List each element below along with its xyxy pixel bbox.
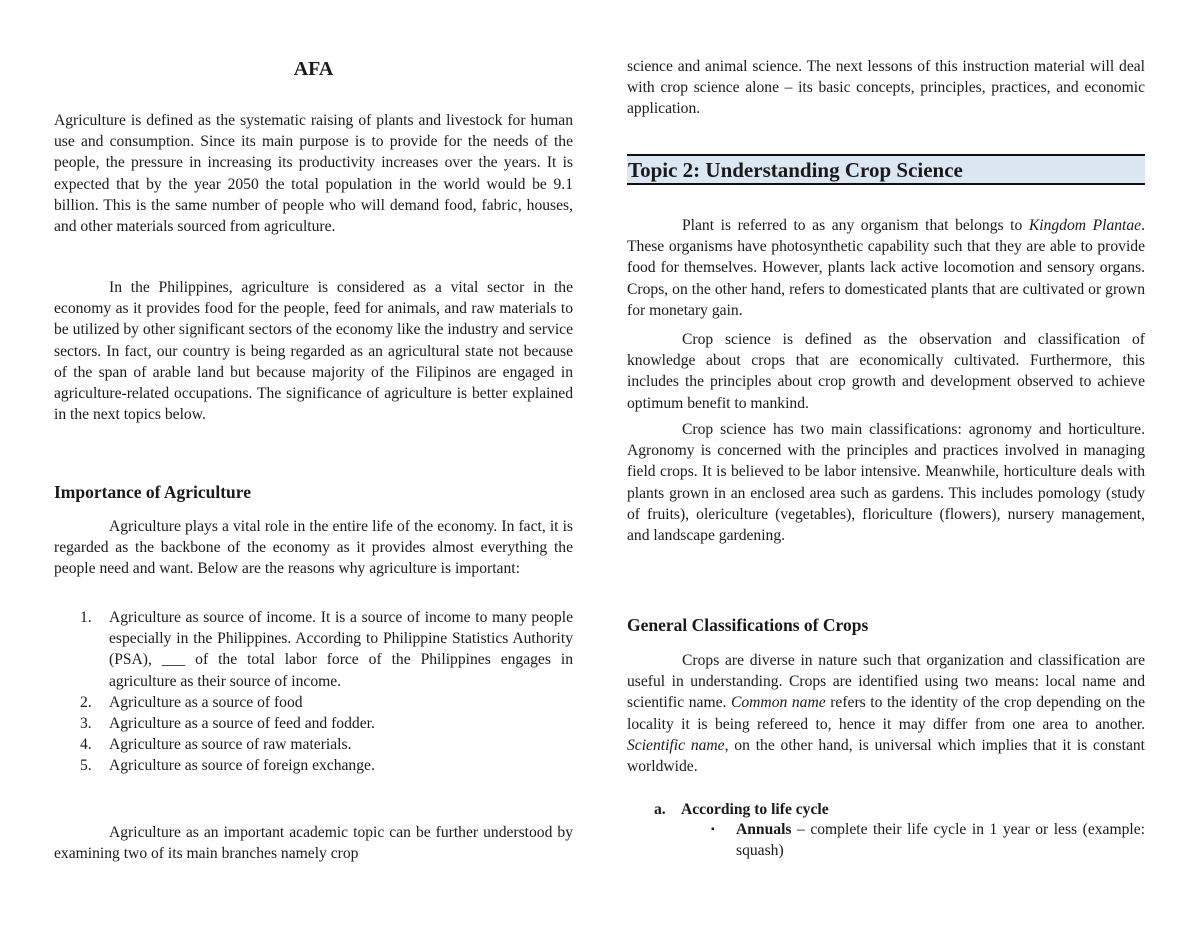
continued-paragraph: science and animal science. The next lessons of this instruction material will deal with crop science alone – its basic concepts, principles, practices, and economic application.	[627, 58, 1145, 118]
plant-paragraph: Plant is referred to as any organism that belongs to Kingdom Plantae. These organisms have photosynthetic capability such that they are able to provide food for themselves. However, plants lack active locomotion and sensory organs. Crops, on the other hand, refers to domesticated plants that are cultivated or grown for monetary gain.	[627, 217, 1145, 319]
branches-paragraph: Agriculture as an important academic topic can be further understood by examining two of its main branches namely crop	[54, 824, 573, 863]
document-title: AFA	[293, 58, 334, 80]
list-item: 5. Agriculture as source of foreign exchange.	[80, 757, 375, 775]
classifications-paragraph: Crop science has two main classifications: agronomy and horticulture. Agronomy is concerned with the principles and practices involved in managing field crops. It is believed to be labor intensive. Meanwhile, horticulture deals with plants grown in an enclosed area such as gardens. This includes pomology (study of fruits), olericulture (vegetables), floriculture (flowers), nursery management, and landscape gardening.	[627, 421, 1145, 545]
intro-paragraph: Agriculture is defined as the systematic raising of plants and livestock for human use and consumption. Since its main purpose is to provide for the needs of the people, the pressure in increasing its productivity increases over the years. It is expected that by the year 2050 the total population in the world would be 9.1 billion. This is the same number of people who will demand food, fabric, houses, and other materials sourced from agriculture.	[54, 112, 573, 236]
importance-list	[54, 607, 573, 777]
list-item: 1. Agriculture as source of income. It is a source of income to many people especially in the Philippines. According to Philippine Statistics Authority (PSA), ___ of the total labor force of the Philippines engages in agriculture as their source of income.	[80, 609, 573, 690]
list-item: 2. Agriculture as a source of food	[80, 693, 303, 711]
crop-science-paragraph: Crop science is defined as the observation and classification of knowledge about crops that are economically cultivated. Furthermore, this includes the principles about crop growth and development observed to achieve optimum benefit to mankind.	[627, 331, 1145, 412]
philippines-paragraph: In the Philippines, agriculture is considered as a vital sector in the economy as it provides food for the people, feed for animals, and raw materials to be utilized by other significant sectors of the economy like the industry and service sectors. In fact, our country is being regarded as an agricultural state not because of the span of arable land but because majority of the Filipinos are engaged in agriculture-related occupations. The significance of agriculture is better explained in the next topics below.	[54, 279, 573, 424]
square-bullet-icon: ▪	[711, 824, 715, 835]
list-item: 3. Agriculture as a source of feed and fodder.	[80, 715, 375, 733]
annuals-bullet: ▪ Annuals – complete their life cycle in 1 year or less (example: squash)	[711, 821, 1145, 860]
naming-paragraph: Crops are diverse in nature such that organization and classification are useful in understanding. Crops are identified using two means: local name and scientific name. Common name refers to the identity of the crop depending on the locality it is being refereed to, hence it may differ from one area to another. Scientific name, on the other hand, is universal which implies that it is constant worldwide.	[627, 652, 1145, 776]
importance-heading: Importance of Agriculture	[54, 482, 252, 502]
list-item: 4. Agriculture as source of raw materials.	[80, 736, 352, 754]
topic-heading-bar	[627, 154, 1145, 185]
importance-paragraph: Agriculture plays a vital role in the entire life of the economy. In fact, it is regarded as the backbone of the economy as it provides almost everything the people need and want. Below are the reasons why agriculture is important:	[54, 518, 573, 578]
topic-title: Topic 2: Understanding Crop Science	[628, 158, 963, 182]
general-classifications-heading: General Classifications of Crops	[627, 615, 869, 635]
life-cycle-subheading: a. According to life cycle	[654, 801, 829, 818]
